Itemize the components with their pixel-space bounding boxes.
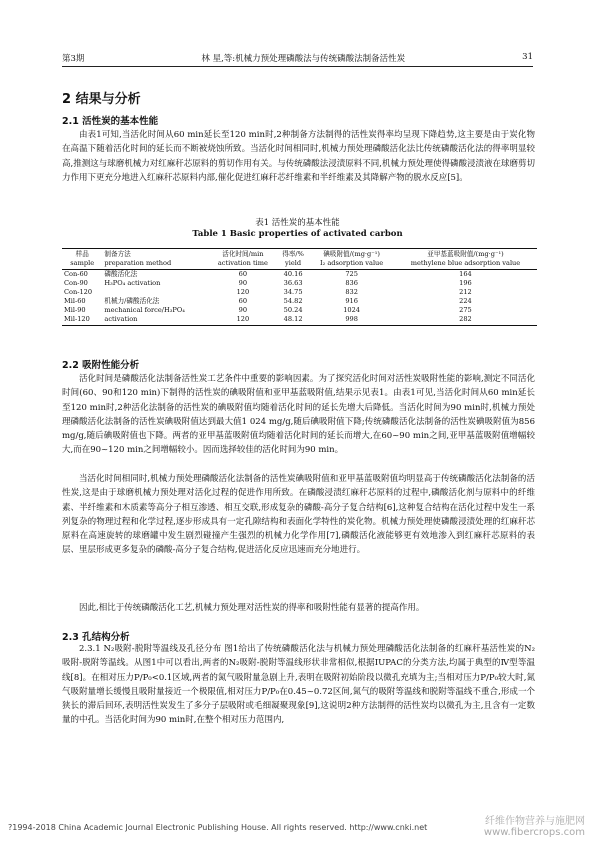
- table-row: [62, 279, 537, 288]
- table-cell: [102, 288, 208, 297]
- table-cell: mechanical force/H₃PO₄: [104, 306, 185, 315]
- table-cell: Con-90: [64, 279, 88, 288]
- table-row: [62, 306, 537, 315]
- header-text: preparation method: [104, 259, 172, 267]
- issue-label: 第3期: [62, 54, 85, 64]
- subsection-heading: 2.1 活性炭的基本性能: [62, 116, 159, 127]
- table-caption-cn: 表1 活性炭的基本性能: [255, 218, 340, 228]
- table-row: [62, 297, 537, 306]
- table-row: [62, 270, 537, 280]
- table-cell: 50.24: [283, 306, 303, 315]
- table-cell: Mil-60: [64, 297, 86, 306]
- table-cell: 725: [309, 270, 394, 280]
- header-text: 活化时间/min: [222, 250, 264, 258]
- table-cell: 196: [459, 279, 472, 288]
- paragraph: 当活化时间相同时,机械力预处理磷酸活化法制备的活性炭碘吸附值和亚甲基蓝吸附值均明显高于传统磷酸活化法制备的活性炭,这是由于球磨机械力预处理对活化过程的促进作用所致。在磷酸浸渍红麻秆芯原料的过程中,磷酸活化剂与原料中的纤维素、半纤维素和木质素等高分子相互渗透、相互交联,形成复杂的磷酸-高分子复合结构[6],这种复合结构在活化过程中发生一系列复杂的物理过程和化学过程,逐步形成具有一定孔隙结构和表面化学特性的炭化物。机械力预处理使磷酸浸渍处理的红麻秆芯原料在高速旋转的球磨罐中发生剧烈碰撞产生强烈的机械力化学作用[7],磷酸活化液能够更有效地渗入到红麻秆芯原料的表层、里层形成更多复杂的磷酸-高分子复合结构,促进活化反应迅速而充分地进行。: [62, 474, 535, 556]
- table-cell: 机械力/磷酸活化法: [104, 297, 160, 306]
- table-cell: 224: [459, 297, 472, 306]
- header-text: sample: [70, 259, 95, 267]
- table-cell: 836: [345, 279, 358, 288]
- table-cell: Mil-90: [64, 306, 86, 315]
- header-text: 得率/%: [282, 250, 304, 258]
- table-cell: 90: [238, 306, 248, 315]
- table-cell: 832: [345, 288, 358, 297]
- table-cell: 120: [209, 315, 277, 325]
- column-header: [309, 249, 394, 270]
- paragraph: 因此,相比于传统磷酸活化工艺,机械力预处理对活性炭的得率和吸附性能有显著的提高作用。: [79, 603, 425, 613]
- watermark-line: www.fibercrops.com: [483, 827, 585, 838]
- table-cell: 275: [459, 306, 472, 315]
- header-text: yield: [285, 259, 302, 267]
- header-text: 碘吸附值/(mg·g⁻¹): [323, 250, 380, 258]
- table-cell: 34.75: [283, 288, 303, 297]
- subsection-heading: 2.3 孔结构分析: [62, 632, 130, 643]
- table-cell: 998: [309, 315, 394, 325]
- table-cell: 60: [238, 297, 248, 306]
- column-header: [394, 249, 537, 270]
- column-header: [102, 249, 208, 270]
- table-cell: 120: [236, 288, 250, 297]
- page-number: 31: [522, 52, 533, 62]
- table-row: [62, 288, 537, 297]
- column-header: [277, 249, 309, 270]
- watermark: [484, 816, 585, 838]
- running-header: [62, 52, 533, 64]
- table-cell: 36.63: [283, 279, 303, 288]
- table-cell: 60: [209, 270, 277, 280]
- table-cell: 1024: [343, 306, 360, 315]
- table-cell: 164: [394, 270, 537, 280]
- header-text: methylene blue adsorption value: [410, 259, 521, 267]
- running-title: 林 星,等:机械力预处理磷酸法与传统磷酸法制备活性炭: [201, 54, 406, 64]
- header-text: 样品: [75, 250, 89, 258]
- table-cell: 90: [238, 279, 248, 288]
- section-heading: 2 结果与分析: [62, 92, 141, 107]
- properties-table: [62, 248, 537, 326]
- header-text: 亚甲基蓝吸附值/(mg·g⁻¹): [427, 250, 504, 258]
- table-cell: 磷酸活化法: [102, 270, 208, 280]
- table-cell: activation: [102, 315, 208, 325]
- table-caption-en: Table 1 Basic properties of activated carbon: [192, 229, 403, 239]
- column-header: [62, 249, 102, 270]
- table-cell: Con-120: [64, 288, 93, 297]
- table-cell: 54.82: [283, 297, 303, 306]
- table-cell: H₃PO₄ activation: [104, 279, 161, 288]
- table-row: [62, 315, 537, 325]
- table-cell: 40.16: [277, 270, 309, 280]
- table-cell: Mil-120: [62, 315, 102, 325]
- table-cell: 916: [345, 297, 358, 306]
- table-cell: 212: [459, 288, 472, 297]
- header-text: 制备方法: [104, 250, 131, 258]
- paragraph: 2.3.1 N₂吸附-脱附等温线及孔径分布 图1给出了传统磷酸活化法与机械力预处理磷酸活化法制备的红麻秆基活性炭的N₂吸附-脱附等温线。从图1中可以看出,两者的N₂吸附-脱附等温线形状非常相似,根据IUPAC的分类方法,均属于典型的Ⅳ型等温线[8]。在相对压力P/P₀<0.1区域,两者的氮气吸附量急剧上升,表明在吸附初始阶段以微孔充填为主;当相对压力P/P₀较大时,氮气吸附量增长缓慢且吸附量接近一个极限值,相对压力P/P₀在0.45~0.72区间,氮气的吸附等温线和脱附等温线不重合,形成一个狭长的滞后回环,表明活性炭发生了多分子层吸附或毛细凝聚现象[9],这说明2种方法制得的活性炭均以微孔为主,且含有一定数量的中孔。当活化时间为90 min时,在整个相对压力范围内,: [62, 644, 535, 726]
- watermark-line: 纤维作物营养与施肥网: [485, 816, 585, 827]
- footer-copyright: ?1994-2018 China Academic Journal Electronic Publishing House. All rights reserved. http://www.cnki.net: [8, 823, 428, 832]
- header-text: I₂ adsorption value: [320, 259, 384, 267]
- paragraph: 由表1可知,当活化时间从60 min延长至120 min时,2种制备方法制得的活性炭得率均呈现下降趋势,这主要是由于炭化物在高温下随着活化时间的延长而不断被烧蚀所致。当活化时间相同时,机械力预处理磷酸活化法比传统磷酸活化法的得率明显较高,推测这与球磨机械力对红麻秆芯原料的剪切作用有关。与传统磷酸法浸渍原料不同,机械力预处理使得磷酸浸渍液在球磨剪切力作用下更充分地进入红麻秆芯原料内部,催化促进红麻秆芯纤维素和半纤维素及其降解产物的脱水反应[5]。: [62, 130, 535, 183]
- header-text: activation time: [217, 259, 268, 267]
- paragraph: 活化时间是磷酸活化法制备活性炭工艺条件中重要的影响因素。为了探究活化时间对活性炭吸附性能的影响,测定不同活化时间(60、90和120 min)下制得的活性炭的碘吸附值和亚甲基蓝吸附值,结果示见表1。由表1可见,当活化时间从60 min延长至120 min时,2种活化法制备的活性炭的碘吸附值均随着活化时间的延长先增大后降低。当活化时间为90 min时,机械力预处理磷酸活化法制备的活性炭碘吸附值达到最大值1 024 mg/g,随后碘吸附值下降;传统磷酸活化法制备的活性炭碘吸附值为856 mg/g,随后碘吸附值也下降。两者的亚甲基蓝吸附值均随着活化时间的延长而增大,在60~90 min之间,亚甲基蓝吸附值增幅较大,而在90~120 min之间增幅较小。因而选择较佳的活化时间为90 min。: [62, 374, 535, 456]
- subsection-heading: 2.2 吸附性能分析: [62, 360, 140, 371]
- table-cell: Con-60: [62, 270, 102, 280]
- table-cell: 282: [394, 315, 537, 325]
- column-header: [209, 249, 277, 270]
- table-cell: 48.12: [277, 315, 309, 325]
